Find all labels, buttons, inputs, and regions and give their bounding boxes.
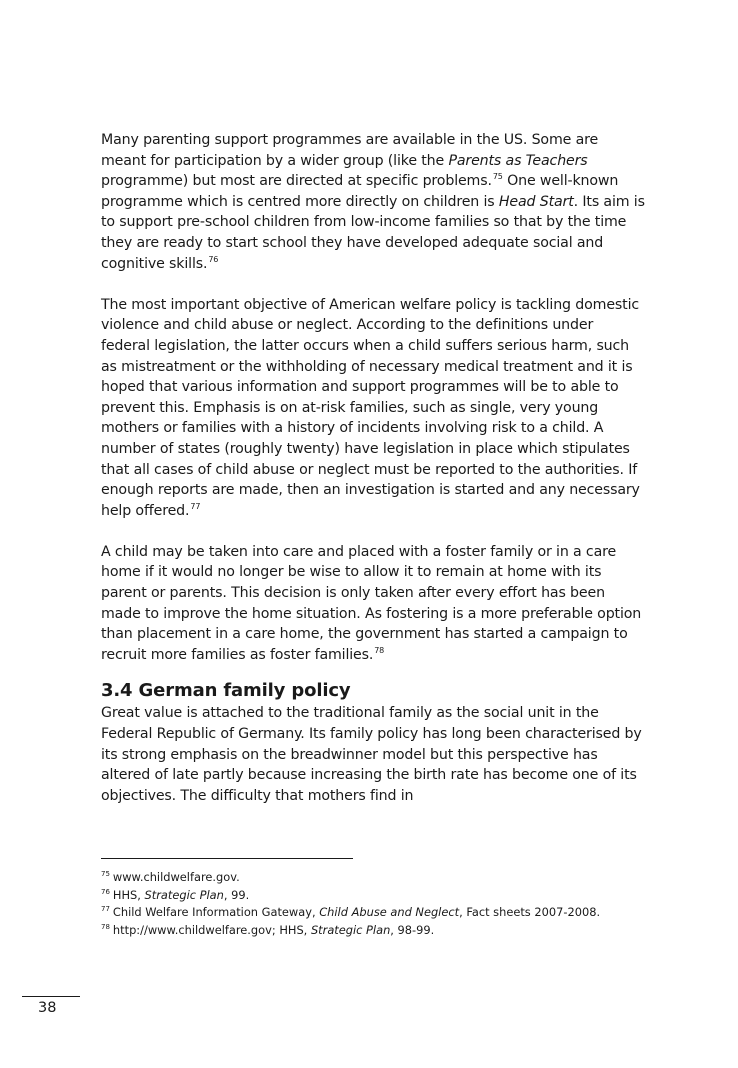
footnote-ref: 76 (208, 254, 219, 264)
footnote-ref: 78 (374, 645, 385, 655)
page-number-rule (22, 996, 80, 997)
text-run: . Its aim is to support pre-school children from low-income families so that by the time they are ready to start school they have developed adequate social and cognitive skills. (101, 193, 645, 272)
text-run: A child may be taken into care and placed with a foster family or in a care home if it would no longer be wise to allow it to remain at home with its parent or parents. This decision is only taken after every effort has been made to improve the home situation. As fostering is a more preferable option than placement in a care home, the government has started a campaign to recruit more families as foster families. (101, 543, 642, 663)
footnote-number: 77 (101, 905, 110, 914)
footnote-text: HHS, (112, 887, 145, 902)
paragraph-german-policy (101, 703, 646, 806)
footnote-75 (101, 869, 621, 887)
footnote-text: , Fact sheets 2007-2008. (459, 905, 601, 920)
text-run: Great value is attached to the traditional family as the social unit in the Federal Republic of Germany. Its family policy has long been characterised by its strong emphasis on the breadwinner model but this perspective has altered of late partly because increasing the birth rate has become one of its objectives. The difficulty that mothers find in (101, 705, 642, 804)
footnote-78 (101, 922, 621, 940)
text-run: The most important objective of American welfare policy is tackling domestic violence and child abuse or neglect. According to the definitions under federal legislation, the latter occurs when a child suffers serious harm, such as mistreatment or the withholding of necessary medical treatment and it is hoped that various information and support programmes will be to able to prevent this. Emphasis is on at-risk families, such as single, very young mothers or families with a history of incidents involving risk to a child. A number of states (roughly twenty) have legislation in place which stipulates that all cases of child abuse or neglect must be reported to the authorities. If enough reports are made, then an investigation is started and any necessary help offered. (101, 296, 640, 519)
footnote-text: , 98-99. (390, 922, 435, 937)
footnote-italic: Strategic Plan (144, 887, 224, 902)
footnote-number: 78 (101, 922, 110, 931)
footnote-text: www.childwelfare.gov. (112, 870, 240, 884)
footnote-ref: 75 (492, 172, 503, 182)
text-run: programme) but most are directed at specific problems. (101, 173, 492, 190)
paragraph-parenting-programmes (101, 130, 646, 274)
text-run: Many parenting support programmes are available in the US. Some are meant for participation by a wider group (like the (101, 132, 599, 169)
paragraph-welfare-objective (101, 295, 646, 522)
footnote-italic: Strategic Plan (310, 922, 391, 937)
footnote-number: 76 (101, 887, 110, 896)
paragraph-foster-care (101, 542, 646, 666)
italic-title: Parents as Teachers (448, 152, 588, 169)
footnotes (101, 869, 621, 939)
footnote-text: , 99. (223, 887, 250, 902)
footnote-ref: 77 (190, 501, 201, 511)
section-heading: 3.4 German family policy (101, 680, 351, 702)
main-text (101, 130, 646, 806)
footnote-number: 75 (101, 870, 110, 878)
italic-title: Head Start (498, 193, 574, 210)
footnote-divider (101, 858, 353, 859)
footnote-76 (101, 887, 621, 905)
footnote-text: http://www.childwelfare.gov; HHS, (112, 922, 311, 937)
footnote-text: Child Welfare Information Gateway, (112, 905, 320, 920)
page-number: 38 (38, 1000, 57, 1016)
footnote-italic: Child Abuse and Neglect (319, 905, 460, 920)
text-run: One well-known programme which is centred more directly on children is (101, 173, 619, 210)
footnote-77 (101, 904, 621, 922)
